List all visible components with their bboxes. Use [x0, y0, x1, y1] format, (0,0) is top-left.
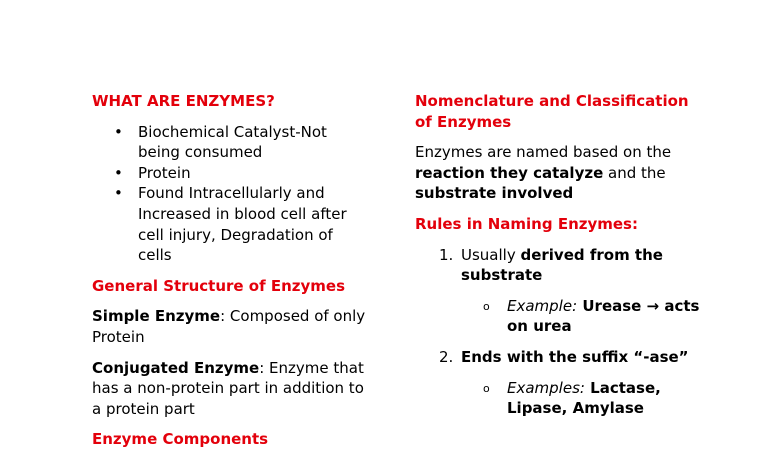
right-column [415, 91, 700, 429]
conjugated-enzyme-desc: : Enzyme that has a non-protein part in addition to a protein part [92, 358, 364, 418]
what-are-enzymes-heading: WHAT ARE ENZYMES? [92, 92, 275, 110]
intro-text-2: and the [603, 163, 666, 182]
example-item [461, 378, 700, 419]
rule1-bold: derived from the substrate [461, 245, 663, 285]
list-item: • Biochemical Catalyst-Not being consumed [92, 122, 367, 163]
list-item: • Found Intracellularly and Increased in blood cell after cell injury, Degradation of cells [92, 183, 367, 265]
naming-rules-heading: Rules in Naming Enzymes: [415, 214, 638, 233]
intro-bold-2: substrate involved [415, 184, 574, 203]
list-item: • Protein [92, 163, 367, 184]
simple-enzyme-term: Simple Enzyme [92, 307, 221, 326]
intro-bold-1: reaction they catalyze [415, 163, 604, 182]
simple-enzyme-desc: : Composed of only Protein [92, 307, 366, 346]
general-structure-heading: General Structure of Enzymes [92, 276, 346, 295]
example-text: Lactase, Lipase, Amylase [507, 378, 661, 418]
example-label: Examples: [507, 378, 585, 397]
nomenclature-heading: Nomenclature and Classification of Enzymes [415, 92, 689, 131]
example-text: Urease → acts on urea [507, 296, 700, 336]
rule1-plain: Usually [461, 245, 521, 264]
rule2-examples [461, 378, 700, 419]
left-column [92, 91, 367, 460]
rule-item-2 [415, 347, 700, 419]
example-item [461, 296, 700, 337]
intro-text-1: Enzymes are named based on the [415, 143, 672, 162]
enzyme-properties-list [92, 122, 367, 266]
naming-intro-paragraph [415, 142, 700, 204]
rule1-examples [461, 296, 700, 337]
example-label: Example: [507, 296, 578, 315]
rule2-bold: Ends with the suffix “-ase” [461, 347, 689, 366]
conjugated-enzyme-paragraph [92, 358, 367, 420]
simple-enzyme-paragraph [92, 306, 367, 347]
conjugated-enzyme-term: Conjugated Enzyme [92, 358, 260, 377]
rule-number: 2. [439, 347, 454, 366]
rule-item-1 [415, 245, 700, 337]
rule-number: 1. [439, 245, 454, 264]
naming-rules-list [415, 245, 700, 419]
enzyme-components-heading: Enzyme Components [92, 430, 269, 449]
